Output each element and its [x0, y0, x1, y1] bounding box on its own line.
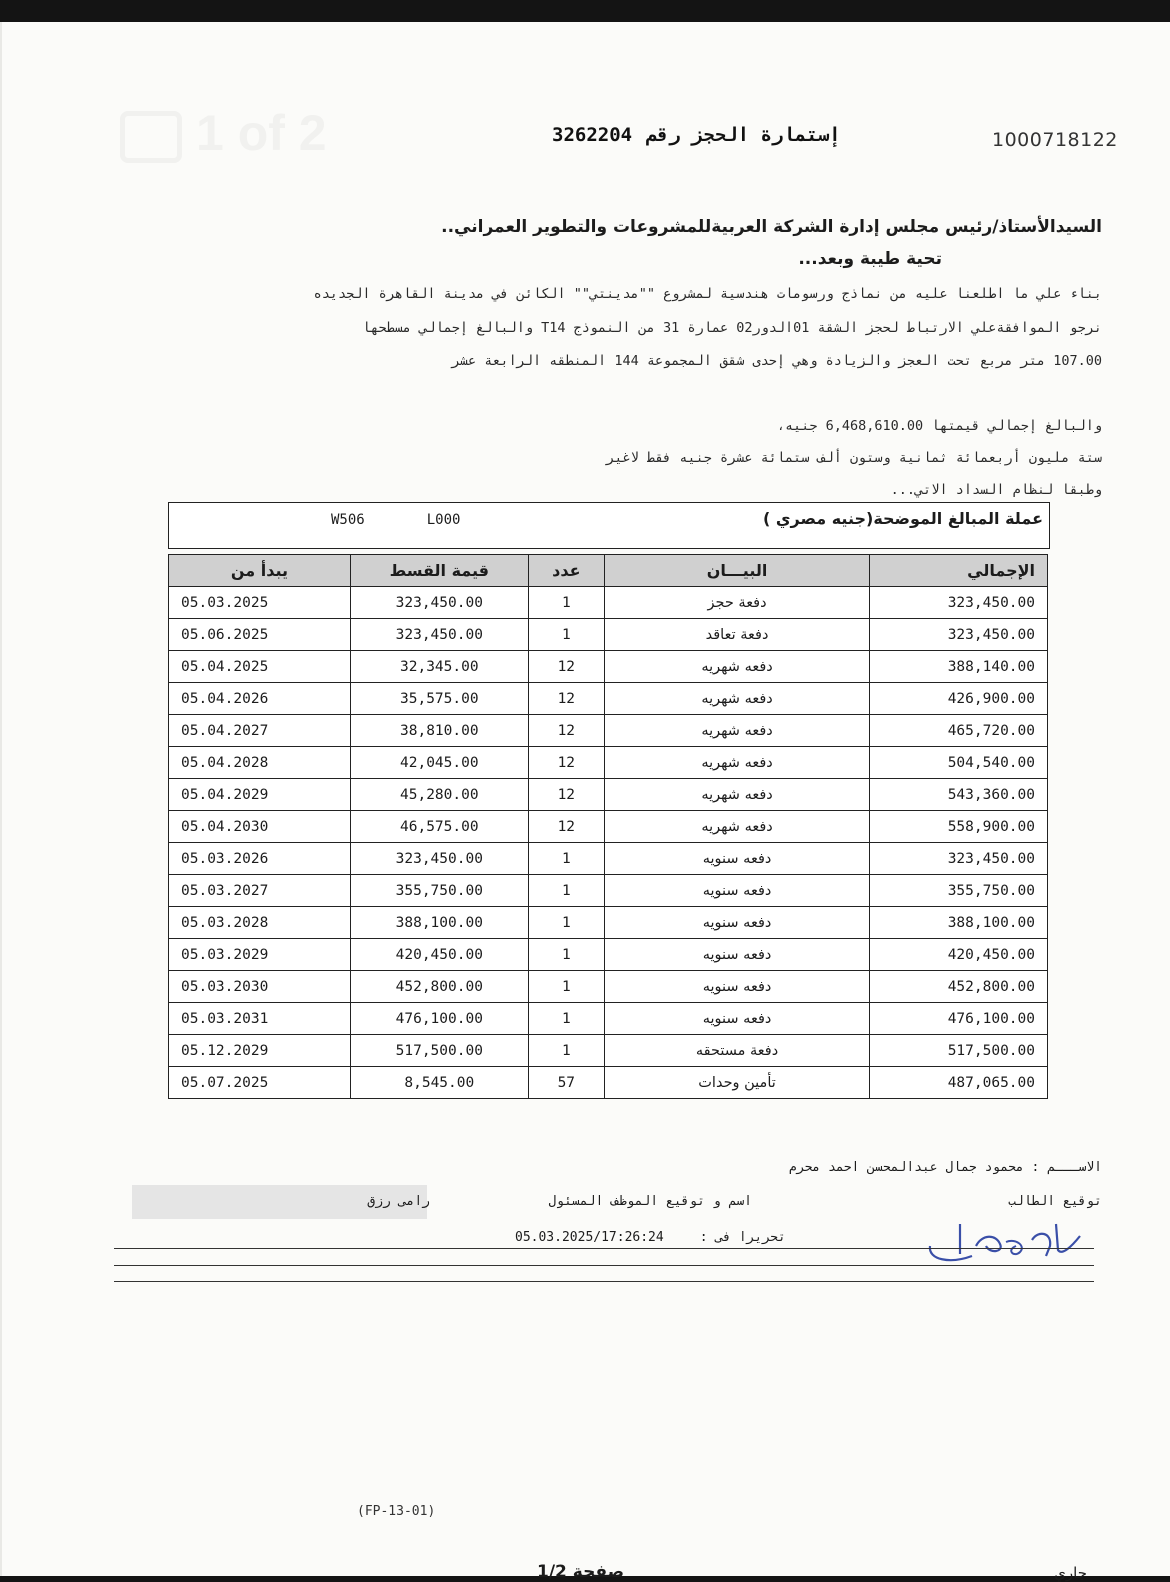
cell-description: دفعه سنويه [604, 875, 869, 907]
cell-total: 504,540.00 [870, 747, 1048, 779]
cell-count: 12 [528, 779, 604, 811]
table-row [169, 587, 1048, 619]
cell-count: 1 [528, 971, 604, 1003]
table-row [169, 683, 1048, 715]
cell-total: 388,140.00 [870, 651, 1048, 683]
document-icon [120, 111, 182, 163]
form-title [552, 124, 841, 146]
cell-count: 1 [528, 843, 604, 875]
cell-start-date: 05.03.2025 [169, 587, 351, 619]
table-row [169, 779, 1048, 811]
form-code: (FP-13-01) [357, 1504, 436, 1519]
currency-label: عملة المبالغ الموضحة(جنيه مصري ) [762, 509, 1043, 528]
total-value-line: والبالغ إجمالي قيمتها 6,468,610.00 جنيه، [776, 418, 1102, 434]
cell-start-date: 05.03.2028 [169, 907, 351, 939]
code-w506: W506 [331, 512, 365, 528]
cell-start-date: 05.06.2025 [169, 619, 351, 651]
table-row [169, 1067, 1048, 1099]
table-row [169, 811, 1048, 843]
cell-total: 426,900.00 [870, 683, 1048, 715]
cell-description: دفعه سنويه [604, 1003, 869, 1035]
cell-start-date: 05.03.2030 [169, 971, 351, 1003]
cell-start-date: 05.04.2026 [169, 683, 351, 715]
currency-box [168, 502, 1050, 549]
cell-installment: 46,575.00 [350, 811, 528, 843]
payment-plan-intro: وطبقا لنظام السداد الاتي... [890, 482, 1102, 498]
cell-description: دفعه شهريه [604, 779, 869, 811]
cell-total: 543,360.00 [870, 779, 1048, 811]
written-on [515, 1230, 786, 1245]
letter-addressee: السيدالأستاذ/رئيس مجلس إدارة الشركة العربيةللمشروعات والتطوير العمراني.. [441, 217, 1102, 237]
table-row [169, 619, 1048, 651]
cell-installment: 45,280.00 [350, 779, 528, 811]
cell-start-date: 05.12.2029 [169, 1035, 351, 1067]
letter-line-1: بناء علي ما اطلعنا عليه من نماذج ورسومات هندسية لمشروع ""مدينتي"" الكائن في مدينة القاهرة الجديده [313, 286, 1102, 302]
table-row [169, 907, 1048, 939]
header-installment: قيمة القسط [350, 555, 528, 587]
cell-installment: 452,800.00 [350, 971, 528, 1003]
header-description: البيـــان [604, 555, 869, 587]
cell-count: 12 [528, 715, 604, 747]
cell-count: 12 [528, 811, 604, 843]
cell-count: 1 [528, 1003, 604, 1035]
cell-total: 517,500.00 [870, 1035, 1048, 1067]
table-row [169, 843, 1048, 875]
cell-count: 12 [528, 651, 604, 683]
cell-description: دفعه شهريه [604, 683, 869, 715]
cell-total: 558,900.00 [870, 811, 1048, 843]
table-row [169, 971, 1048, 1003]
cell-installment: 35,575.00 [350, 683, 528, 715]
cell-description: دفعه سنويه [604, 907, 869, 939]
cell-count: 1 [528, 1035, 604, 1067]
cell-installment: 323,450.00 [350, 587, 528, 619]
cell-total: 355,750.00 [870, 875, 1048, 907]
cell-installment: 476,100.00 [350, 1003, 528, 1035]
cell-installment: 388,100.00 [350, 907, 528, 939]
booking-number: 3262204 [552, 124, 633, 146]
payment-schedule-body [169, 587, 1048, 1099]
cell-description: دفعه شهريه [604, 715, 869, 747]
cell-total: 323,450.00 [870, 843, 1048, 875]
document-page [0, 22, 1170, 1582]
cell-total: 476,100.00 [870, 1003, 1048, 1035]
cell-installment: 420,450.00 [350, 939, 528, 971]
cell-description: دفعة مستحقه [604, 1035, 869, 1067]
page-indicator [537, 1562, 624, 1582]
cell-total: 388,100.00 [870, 907, 1048, 939]
cell-description: دفعه سنويه [604, 939, 869, 971]
cell-installment: 38,810.00 [350, 715, 528, 747]
form-title-text: إستمارة الحجز رقم [646, 124, 841, 146]
cell-description: دفعه سنويه [604, 971, 869, 1003]
letter-greeting: تحية طيبة وبعد... [798, 249, 942, 269]
cell-total: 452,800.00 [870, 971, 1048, 1003]
header-count: عدد [528, 555, 604, 587]
cell-start-date: 05.03.2029 [169, 939, 351, 971]
code-l000: L000 [426, 512, 461, 528]
cell-start-date: 05.03.2026 [169, 843, 351, 875]
cell-description: دفعه شهريه [604, 811, 869, 843]
table-row [169, 875, 1048, 907]
cell-start-date: 05.07.2025 [169, 1067, 351, 1099]
currency-codes [331, 512, 522, 528]
cell-total: 323,450.00 [870, 619, 1048, 651]
cell-installment: 8,545.00 [350, 1067, 528, 1099]
letter-line-2: نرجو الموافقةعلي الارتباط لحجز الشقة 01الدور02 عمارة 31 من النموذج T14 والبالغ إجمالي مسطحها [362, 320, 1102, 336]
table-row [169, 715, 1048, 747]
footer-rule-1 [114, 1248, 1094, 1249]
cell-count: 1 [528, 619, 604, 651]
cell-installment: 323,450.00 [350, 843, 528, 875]
document-number: 1000718122 [992, 129, 1118, 151]
cell-start-date: 05.04.2030 [169, 811, 351, 843]
table-row [169, 1003, 1048, 1035]
cell-description: تأمين وحدات [604, 1067, 869, 1099]
cell-total: 420,450.00 [870, 939, 1048, 971]
page-tag: جاري [1054, 1564, 1087, 1582]
page-label: صفحة [572, 1562, 625, 1582]
footer-rule-2 [114, 1265, 1094, 1266]
table-row [169, 651, 1048, 683]
cell-start-date: 05.04.2028 [169, 747, 351, 779]
table-row [169, 747, 1048, 779]
cell-start-date: 05.04.2025 [169, 651, 351, 683]
cell-start-date: 05.03.2031 [169, 1003, 351, 1035]
cell-total: 323,450.00 [870, 587, 1048, 619]
cell-total: 487,065.00 [870, 1067, 1048, 1099]
cell-count: 12 [528, 683, 604, 715]
letter-line-3: 107.00 متر مربع تحت العجز والزيادة وهي إحدى شقق المجموعة 144 المنطقه الرابعة عشر [451, 353, 1102, 369]
footer-rule-3 [114, 1281, 1094, 1282]
cell-installment: 323,450.00 [350, 619, 528, 651]
page-number: 1/2 [537, 1562, 567, 1582]
applicant-name: الاســـم : محمود جمال عبدالمحسن احمد محرم [788, 1160, 1102, 1175]
cell-start-date: 05.04.2029 [169, 779, 351, 811]
cell-installment: 32,345.00 [350, 651, 528, 683]
table-row [169, 939, 1048, 971]
handwritten-signature [920, 1216, 1100, 1268]
cell-installment: 517,500.00 [350, 1035, 528, 1067]
cell-count: 1 [528, 907, 604, 939]
cell-count: 1 [528, 939, 604, 971]
cell-start-date: 05.04.2027 [169, 715, 351, 747]
applicant-signature-label: توقيع الطالب [1008, 1194, 1102, 1209]
cell-description: دفعه شهريه [604, 747, 869, 779]
cell-description: دفعه شهريه [604, 651, 869, 683]
total-in-words: ستة مليون أربعمائة ثمانية وستون ألف ستمائة عشرة جنيه فقط لاغير [606, 450, 1102, 466]
employee-name: رامى رزق [367, 1194, 430, 1209]
table-header-row [169, 555, 1048, 587]
header-total: الإجمالي [870, 555, 1048, 587]
cell-total: 465,720.00 [870, 715, 1048, 747]
cell-description: دفعه سنويه [604, 843, 869, 875]
header-start-date: يبدأ من [169, 555, 351, 587]
table-row [169, 1035, 1048, 1067]
written-label: تحريرا فى : [699, 1230, 786, 1245]
page-count-watermark: 1 of 2 [120, 104, 327, 163]
cell-count: 12 [528, 747, 604, 779]
employee-signature-label: اسم و توقيع الموظف المسئول [548, 1194, 752, 1209]
cell-count: 1 [528, 587, 604, 619]
cell-count: 57 [528, 1067, 604, 1099]
cell-start-date: 05.03.2027 [169, 875, 351, 907]
cell-description: دفعة حجز [604, 587, 869, 619]
cell-count: 1 [528, 875, 604, 907]
cell-description: دفعة تعاقد [604, 619, 869, 651]
cell-installment: 355,750.00 [350, 875, 528, 907]
cell-installment: 42,045.00 [350, 747, 528, 779]
payment-schedule-table [168, 554, 1048, 1099]
written-timestamp: 05.03.2025/17:26:24 [515, 1230, 664, 1245]
